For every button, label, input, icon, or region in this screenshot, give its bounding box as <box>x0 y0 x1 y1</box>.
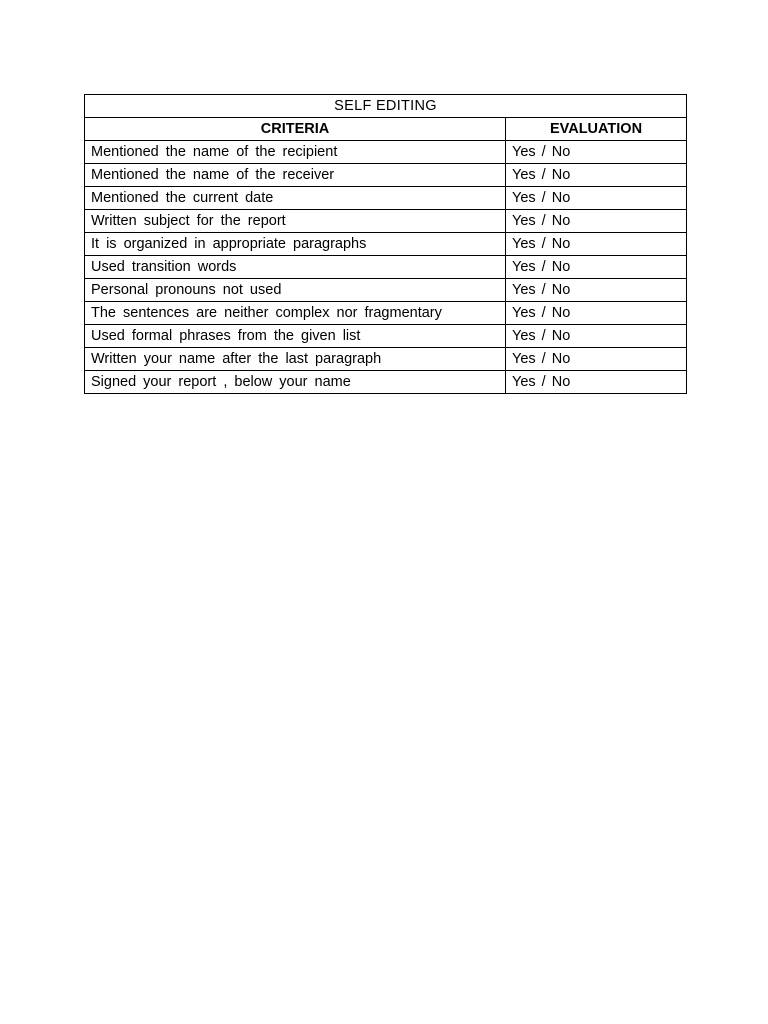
self-editing-checklist <box>84 94 686 394</box>
table-row <box>85 302 687 325</box>
criteria-header: CRITERIA <box>85 118 506 141</box>
evaluation-cell: Yes / No <box>506 279 687 302</box>
criteria-cell: Used formal phrases from the given list <box>85 325 506 348</box>
table-row <box>85 279 687 302</box>
table-row <box>85 164 687 187</box>
criteria-cell: Mentioned the name of the recipient <box>85 141 506 164</box>
table-row <box>85 210 687 233</box>
checklist-table <box>84 94 687 394</box>
evaluation-cell: Yes / No <box>506 210 687 233</box>
evaluation-cell: Yes / No <box>506 325 687 348</box>
table-row <box>85 371 687 394</box>
criteria-cell: Mentioned the name of the receiver <box>85 164 506 187</box>
table-row <box>85 256 687 279</box>
evaluation-header: EVALUATION <box>506 118 687 141</box>
title-row <box>85 95 687 118</box>
criteria-cell: Used transition words <box>85 256 506 279</box>
evaluation-cell: Yes / No <box>506 164 687 187</box>
criteria-cell: The sentences are neither complex nor fragmentary <box>85 302 506 325</box>
table-row <box>85 187 687 210</box>
evaluation-cell: Yes / No <box>506 141 687 164</box>
table-row <box>85 233 687 256</box>
criteria-cell: Written subject for the report <box>85 210 506 233</box>
criteria-cell: It is organized in appropriate paragraphs <box>85 233 506 256</box>
evaluation-cell: Yes / No <box>506 371 687 394</box>
criteria-cell: Signed your report , below your name <box>85 371 506 394</box>
table-row <box>85 325 687 348</box>
evaluation-cell: Yes / No <box>506 302 687 325</box>
criteria-cell: Mentioned the current date <box>85 187 506 210</box>
evaluation-cell: Yes / No <box>506 348 687 371</box>
table-row <box>85 348 687 371</box>
evaluation-cell: Yes / No <box>506 256 687 279</box>
criteria-cell: Written your name after the last paragraph <box>85 348 506 371</box>
header-row <box>85 118 687 141</box>
table-row <box>85 141 687 164</box>
table-title: SELF EDITING <box>85 95 687 118</box>
criteria-cell: Personal pronouns not used <box>85 279 506 302</box>
evaluation-cell: Yes / No <box>506 187 687 210</box>
evaluation-cell: Yes / No <box>506 233 687 256</box>
